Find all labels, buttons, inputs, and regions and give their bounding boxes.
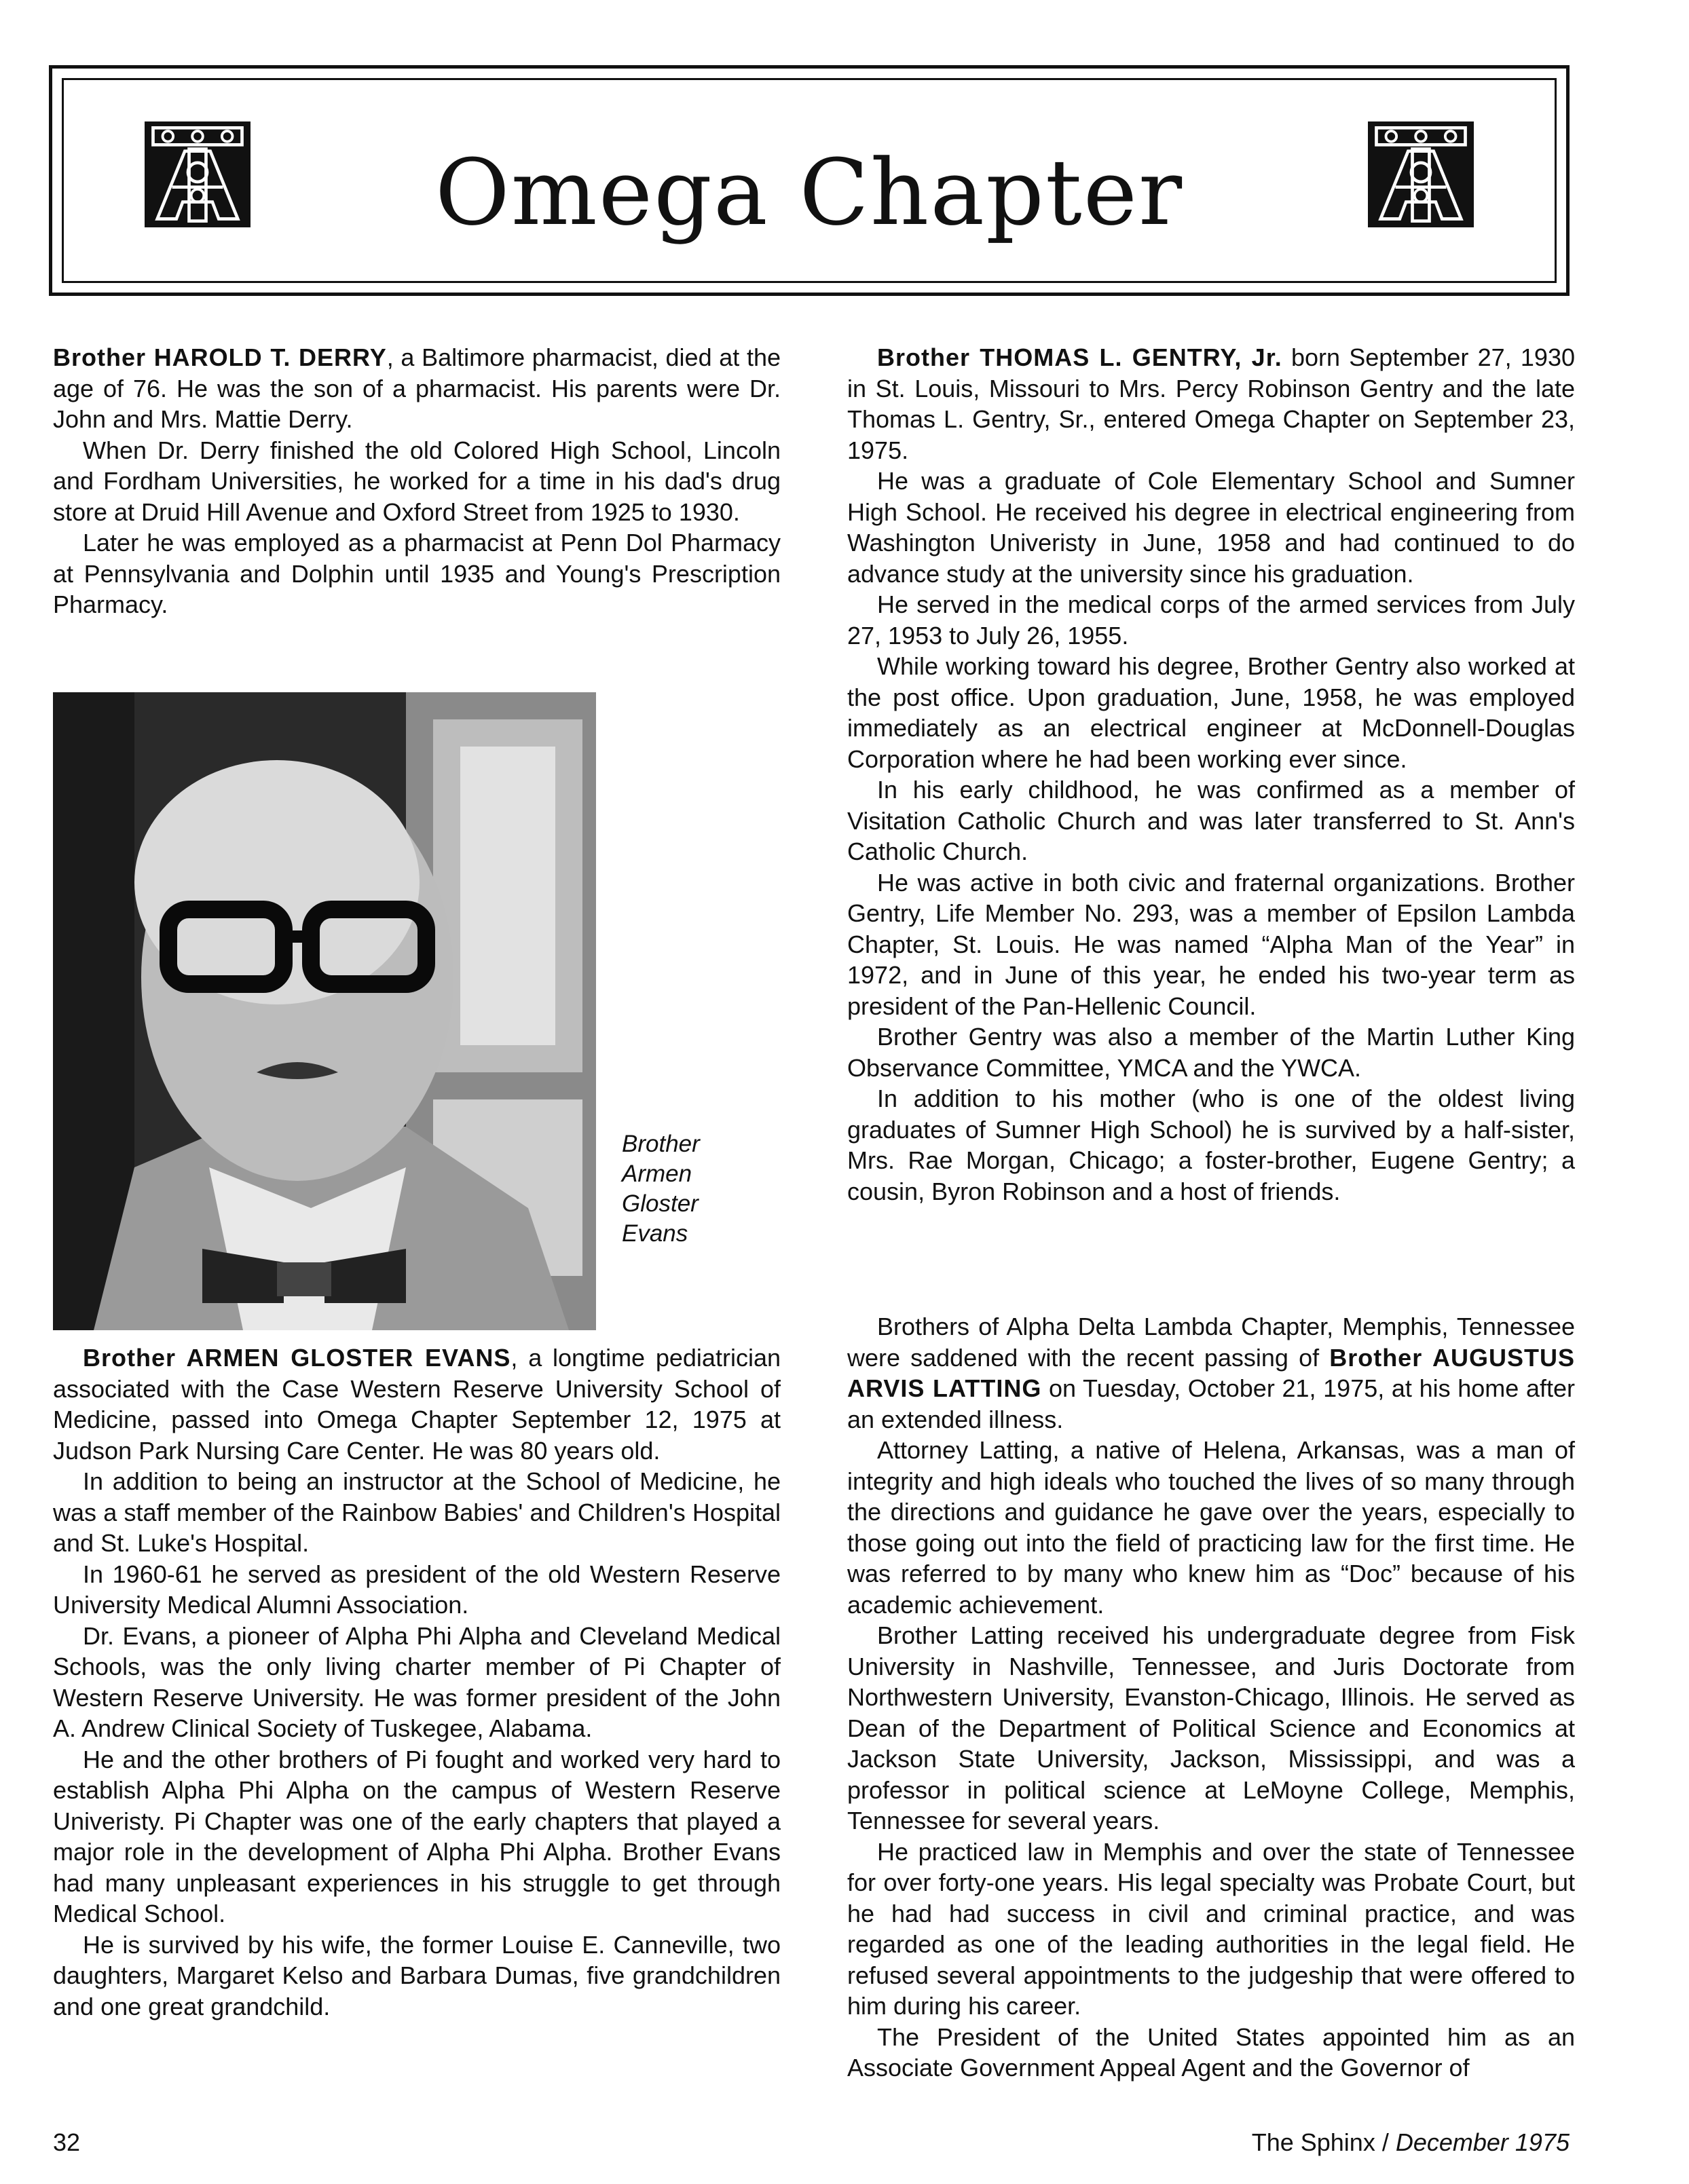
- gentry-text-1: born September 27, 1930 in St. Louis, Missouri to Mrs. Percy Robinson Gentry and the late Thomas L. Gentry, Sr., entered Omega Chapter on September 23, 1975.: [847, 343, 1575, 464]
- derry-paragraph-2: When Dr. Derry finished the old Colored High School, Lincoln and Fordham Universities, he worked for a time in his dad's drug store at Druid Hill Avenue and Oxford Street from 1925 to 1930.: [53, 436, 781, 526]
- gentry-paragraph-7: Brother Gentry was also a member of the Martin Luther King Observance Committee, YMCA and the YWCA.: [847, 1023, 1575, 1082]
- banner: [49, 65, 1570, 296]
- latting-name: Brother AUGUSTUS ARVIS LATTING: [847, 1343, 1575, 1402]
- evans-prefix: Brother: [83, 1344, 187, 1372]
- footer-separator: /: [1375, 2128, 1396, 2156]
- gentry-prefix: Brother: [877, 343, 980, 371]
- latting-obituary: [847, 1311, 1575, 2084]
- gentry-paragraph-3: He served in the medical corps of the armed services from July 27, 1953 to July 26, 1955.: [847, 590, 1575, 649]
- derry-text-1: , a Baltimore pharmacist, died at the age of 76. He was the son of a pharmacist. His parents were Dr. John and Mrs. Mattie Derry.: [53, 343, 781, 433]
- derry-name: HAROLD T. DERRY: [153, 343, 387, 371]
- page-number: 32: [53, 2128, 81, 2156]
- publication-name: The Sphinx: [1251, 2128, 1375, 2156]
- derry-obituary: [53, 342, 781, 620]
- gentry-paragraph-1: [847, 342, 1575, 466]
- derry-paragraph-3: Later he was employed as a pharmacist at Penn Dol Pharmacy at Pennsylvania and Dolphin until 1935 and Young's Prescription Pharmacy.: [53, 529, 781, 618]
- caption-line-4: Evans: [622, 1220, 688, 1247]
- caption-line-3: Gloster: [622, 1190, 699, 1217]
- latting-paragraph-2: Attorney Latting, a native of Helena, Arkansas, was a man of integrity and high ideals who touched the lives of so many through the directions and guidance he gave over the years, especially to those going out into the field of practicing law for the first time. He was referred to by many who knew him as “Doc” because of his academic achievement.: [847, 1436, 1575, 1619]
- latting-paragraph-1: [847, 1311, 1575, 1435]
- evans-name: ARMEN GLOSTER EVANS: [186, 1344, 511, 1372]
- evans-obituary: [53, 1342, 781, 2022]
- gentry-obituary: [847, 342, 1575, 1207]
- gentry-paragraph-6: He was active in both civic and fraternal organizations. Brother Gentry, Life Member No. 293, was a member of Epsilon Lambda Chapter, St. Louis. He was named “Alpha Man of the Year” in 1972, and in June of this year, he ended his two-year term as president of the Pan-Hellenic Council.: [847, 868, 1575, 1020]
- crest-left-icon: [145, 121, 250, 227]
- derry-paragraph-1: [53, 342, 781, 435]
- gentry-paragraph-8: In addition to his mother (who is one of the oldest living graduates of Sumner High School) he is survived by a half-sister, Mrs. Rae Morgan, Chicago; a foster-brother, Eugene Gentry; a cousin, Byron Robinson and a host of friends.: [847, 1085, 1575, 1205]
- gentry-paragraph-5: In his early childhood, he was confirmed as a member of Visitation Catholic Church and was later transferred to St. Ann's Catholic Church.: [847, 776, 1575, 865]
- latting-paragraph-4: He practiced law in Memphis and over the state of Tennessee for over forty-one years. His legal specialty was Probate Court, but he had had success in civil and criminal practice, and was regarded as one of the leading authorities in the legal field. He refused several appointments to the judgeship that were offered to him during his career.: [847, 1837, 1575, 2020]
- crest-right-icon: [1368, 121, 1474, 227]
- gentry-paragraph-2: He was a graduate of Cole Elementary School and Sumner High School. He received his degree in electrical engineering from Washington Univeristy in June, 1958 and had continued to do advance study at the university since his graduation.: [847, 467, 1575, 588]
- issue-date: December 1975: [1395, 2128, 1570, 2156]
- gentry-name: THOMAS L. GENTRY, Jr.: [980, 343, 1282, 371]
- evans-paragraph-2: In addition to being an instructor at the School of Medicine, he was a staff member of the Rainbow Babies' and Children's Hospital and St. Luke's Hospital.: [53, 1467, 781, 1557]
- derry-prefix: Brother: [53, 343, 154, 371]
- banner-title: Omega Chapter: [434, 140, 1184, 246]
- evans-paragraph-6: He is survived by his wife, the former Louise E. Canneville, two daughters, Margaret Kelso and Barbara Dumas, five grandchildren and one great grandchild.: [53, 1930, 781, 2020]
- gentry-paragraph-4: While working toward his degree, Brother Gentry also worked at the post office. Upon graduation, June, 1958, he was employed immediately as an electrical engineer at McDonnell-Douglas Corporation where he had been working ever since.: [847, 652, 1575, 773]
- publication-footer: [1252, 2128, 1570, 2157]
- evans-paragraph-4: Dr. Evans, a pioneer of Alpha Phi Alpha and Cleveland Medical Schools, was the only living charter member of Pi Chapter of Western Reserve University. He was former president of the John A. Andrew Clinical Society of Tuskegee, Alabama.: [53, 1621, 781, 1742]
- caption-line-1: Brother: [622, 1131, 700, 1157]
- latting-text-1a: Brothers of Alpha Delta Lambda Chapter, Memphis, Tennessee were saddened with the recent passing of: [847, 1313, 1575, 1372]
- evans-photo: [53, 692, 596, 1330]
- latting-text-1b: on Tuesday, October 21, 1975, at his home after an extended illness.: [847, 1374, 1575, 1433]
- caption-line-2: Armen: [622, 1161, 692, 1187]
- evans-paragraph-3: In 1960-61 he served as president of the old Western Reserve University Medical Alumni Association.: [53, 1560, 781, 1619]
- evans-paragraph-5: He and the other brothers of Pi fought and worked very hard to establish Alpha Phi Alpha on the campus of Western Reserve Univeristy. Pi Chapter was one of the early chapters that played a major role in the development of Alpha Phi Alpha. Brother Evans had many unpleasant experiences in his struggle to get through Medical School.: [53, 1745, 781, 1927]
- evans-paragraph-1: [53, 1342, 781, 1466]
- latting-paragraph-5: The President of the United States appointed him as an Associate Government Appeal Agent and the Governor of: [847, 2022, 1575, 2082]
- photo-caption: [622, 1129, 700, 1249]
- evans-text-1: , a longtime pediatrician associated with the Case Western Reserve University School of Medicine, passed into Omega Chapter September 12, 1975 at Judson Park Nursing Care Center. He was 80 years old.: [53, 1344, 781, 1465]
- latting-paragraph-3: Brother Latting received his undergraduate degree from Fisk University in Nashville, Tennessee, and Juris Doctorate from Northwestern University, Evanston-Chicago, Illinois. He served as Dean of the Department of Political Science and Economics at Jackson State University, Jackson, Mississippi, and was a professor in political science at LeMoyne College, Memphis, Tennessee for several years.: [847, 1621, 1575, 1834]
